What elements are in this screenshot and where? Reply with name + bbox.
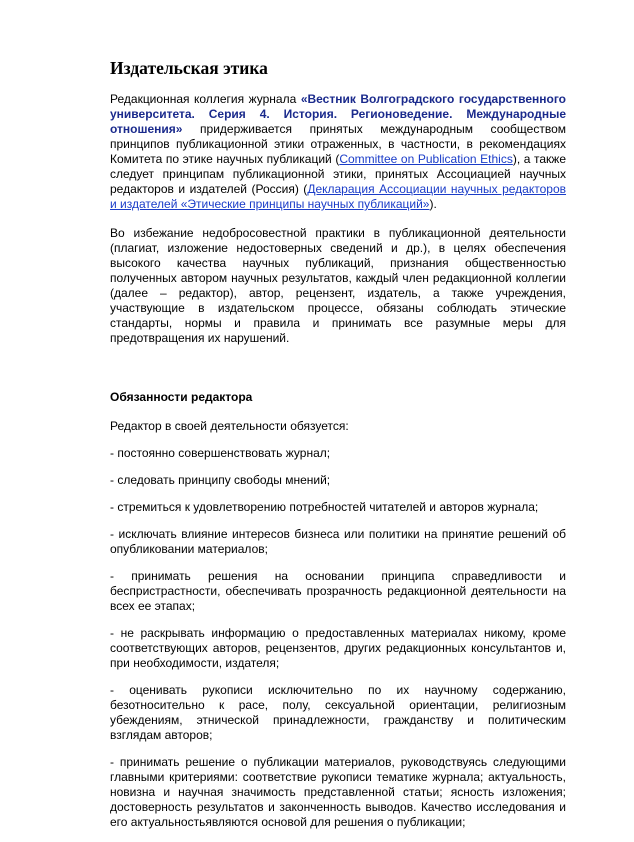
- intro-text-start: Редакционная коллегия журнала: [110, 92, 301, 106]
- duty-list-item: - не раскрывать информацию о предоставленных материалах никому, кроме соответствующих авторов, рецензентов, других редакционных консультантов и, при необходимости, издателя;: [110, 626, 566, 670]
- intro-text-association: ), а также следует принципам публикационной этики, принятых Ассоциацией научных редакторов и издателей (Россия) (: [110, 152, 566, 196]
- intro-paragraph-2: Во избежание недобросовестной практики в публикационной деятельности (плагиат, изложение недостоверных сведений и др.), в целях обеспечения высокого качества научных публикаций, признания общественностью полученных автором научных результатов, каждый член редакционной коллегии (далее – редактор), автор, рецензент, издатель, а также учреждения, участвующие в издательском процессе, обязаны соблюдать этические стандарты, нормы и правила и принимать все разумные меры для предотвращения их нарушений.: [110, 226, 566, 345]
- duty-list-item: - исключать влияние интересов бизнеса или политики на принятие решений об опубликовании материалов;: [110, 527, 566, 556]
- declaration-link[interactable]: Декларация Ассоциации научных редакторов и издателей «Этические принципы научных публикаций»: [110, 182, 567, 211]
- intro-text-end: ).: [429, 197, 437, 211]
- duty-list-item: - принимать решения на основании принципа справедливости и беспристрастности, обеспечивать прозрачность редакционной деятельности на всех ее этапах;: [110, 569, 566, 613]
- duty-list-item: - принимать решение о публикации материалов, руководствуясь следующими главными критериями: соответствие рукописи тематике журнала; актуальность, новизна и научная значимость представленной статьи; ясность изложения; достоверность результатов и законченность выводов. Качество исследования и его актуальностьявляются основой для решения о публикации;: [110, 755, 566, 829]
- duty-list-item: - стремиться к удовлетворению потребностей читателей и авторов журнала;: [110, 500, 539, 514]
- section-lead: Редактор в своей деятельности обязуется:: [110, 419, 349, 433]
- intro-paragraph-1: [110, 92, 566, 212]
- cope-link[interactable]: Committee on Publication Ethics: [339, 152, 513, 166]
- duty-list-item: - оценивать рукописи исключительно по их научному содержанию, безотносительно к расе, полу, сексуальной ориентации, религиозным убеждениям, этнической принадлежности, гражданству и политическим взглядам авторов;: [110, 683, 566, 742]
- document-page: [110, 58, 566, 842]
- section-heading: Обязанности редактора: [110, 390, 253, 404]
- duty-list-item: - следовать принципу свободы мнений;: [110, 473, 331, 487]
- page-title: Издательская этика: [110, 58, 268, 78]
- journal-name: «Вестник Волгоградского государственного университета. Серия 4. История. Регионоведение. Международные отношения»: [110, 92, 566, 136]
- intro-text-cope-context: придерживается принятых международным сообществом принципов публикационной этики отраженных, в частности, в рекомендациях Комитета по этике научных публикаций (: [110, 122, 566, 166]
- duty-list-item: - постоянно совершенствовать журнал;: [110, 446, 331, 460]
